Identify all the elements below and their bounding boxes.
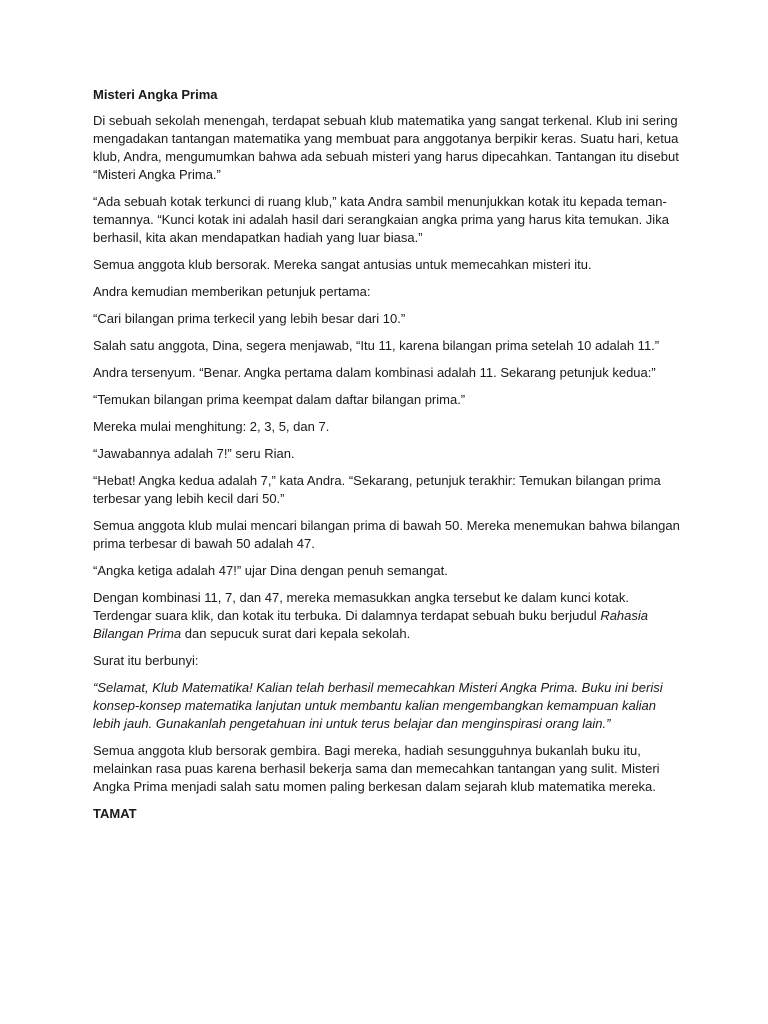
paragraph-intro: Di sebuah sekolah menengah, terdapat sebuah klub matematika yang sangat terkenal. Klub ini sering mengadakan tantangan matematika yang membuat para anggotanya berpikir keras. Suatu hari, ketua klub, Andra, mengumumkan bahwa ada sebuah misteri yang harus dipecahkan. Tantangan itu disebut “Misteri Angka Prima.” <box>93 113 679 182</box>
paragraph-conclusion: Semua anggota klub bersorak gembira. Bagi mereka, hadiah sesungguhnya bukanlah buku itu, melainkan rasa puas karena berhasil bekerja sama dan memecahkan tantangan yang sulit. Misteri Angka Prima menjadi salah satu momen paling berkesan dalam sejarah klub matematika mereka. <box>93 743 660 794</box>
paragraph-locked-box: “Ada sebuah kotak terkunci di ruang klub,” kata Andra sambil menunjukkan kotak itu kepada teman-temannya. “Kunci kotak ini adalah hasil dari serangkaian angka prima yang harus kita temukan. Jika berhasil, kita akan mendapatkan hadiah yang luar biasa.” <box>93 194 669 245</box>
paragraph-dina-answer: Salah satu anggota, Dina, segera menjawab, “Itu 11, karena bilangan prima setelah 10 adalah 11.” <box>93 338 660 353</box>
paragraph-box-opened-text-end: dan sepucuk surat dari kepala sekolah. <box>181 626 411 641</box>
paragraph-first-hint-intro: Andra kemudian memberikan petunjuk pertama: <box>93 284 371 299</box>
paragraph-second-hint-intro: Andra tersenyum. “Benar. Angka pertama dalam kombinasi adalah 11. Sekarang petunjuk kedua:” <box>93 365 656 380</box>
paragraph-letter: “Selamat, Klub Matematika! Kalian telah berhasil memecahkan Misteri Angka Prima. Buku ini berisi konsep-konsep matematika lanjutan untuk membantu kalian mengembangkan kemampuan kalian lebih jauh. Gunakanlah pengetahuan ini untuk terus belajar dan menginspirasi orang lain.” <box>93 680 663 731</box>
paragraph-third-number: “Angka ketiga adalah 47!” ujar Dina dengan penuh semangat. <box>93 563 448 578</box>
paragraph-counting: Mereka mulai menghitung: 2, 3, 5, dan 7. <box>93 419 330 434</box>
document-page <box>93 86 683 832</box>
book-title: Rahasia Bilangan Prima <box>93 608 649 641</box>
paragraph-letter-intro: Surat itu berbunyi: <box>93 653 199 668</box>
paragraph-searching: Semua anggota klub mulai mencari bilangan prima di bawah 50. Mereka menemukan bahwa bilangan prima terbesar di bawah 50 adalah 47. <box>93 518 680 551</box>
paragraph-box-opened <box>93 589 683 643</box>
document-title: Misteri Angka Prima <box>93 87 218 102</box>
paragraph-rian-answer: “Jawabannya adalah 7!” seru Rian. <box>93 446 295 461</box>
paragraph-first-hint: “Cari bilangan prima terkecil yang lebih besar dari 10.” <box>93 311 406 326</box>
ending-label: TAMAT <box>93 806 137 821</box>
paragraph-final-hint: “Hebat! Angka kedua adalah 7,” kata Andra. “Sekarang, petunjuk terakhir: Temukan bilangan prima terbesar yang lebih kecil dari 50.” <box>93 473 661 506</box>
paragraph-cheer: Semua anggota klub bersorak. Mereka sangat antusias untuk memecahkan misteri itu. <box>93 257 592 272</box>
paragraph-second-hint: “Temukan bilangan prima keempat dalam daftar bilangan prima.” <box>93 392 466 407</box>
paragraph-box-opened-text: Dengan kombinasi 11, 7, dan 47, mereka memasukkan angka tersebut ke dalam kunci kotak. Terdengar suara klik, dan kotak itu terbuka. Di dalamnya terdapat sebuah buku berjudul <box>93 590 629 623</box>
